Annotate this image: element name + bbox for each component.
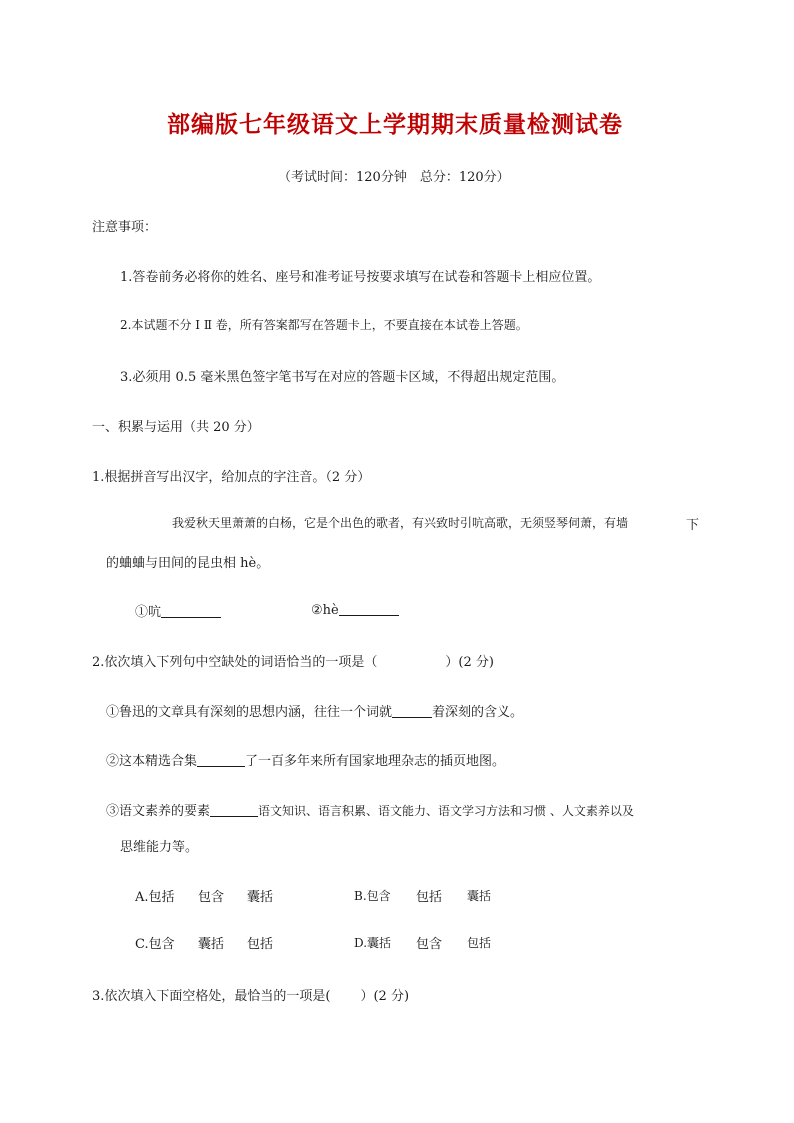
sentence-1-blank[interactable] [392, 703, 432, 718]
answer-blank-1[interactable] [161, 603, 221, 618]
sentence-3-continued: 思维能力等。 [120, 840, 199, 855]
answer-item-1 [135, 601, 221, 620]
answer-item-2 [311, 601, 399, 618]
option-d-1[interactable]: D.囊括 [354, 936, 392, 950]
option-a-2: 包含 [198, 890, 225, 905]
sentence-2-blank[interactable] [197, 752, 245, 767]
sentence-2-start: ②这本精选合集 [106, 754, 198, 769]
sentence-3-end: 语文知识、语言积累、语文能力、语文学习方法和习惯 、人文素养以及 [258, 804, 634, 818]
sentence-3-blank[interactable] [210, 802, 258, 817]
sentence-3 [106, 800, 634, 819]
question-3-prompt-end: ）(2 分) [360, 989, 410, 1004]
page-title: 部编版七年级语文上学期期末质量检测试卷 [167, 111, 623, 138]
question-2-prompt [92, 651, 494, 670]
notice-heading: 注意事项： [92, 220, 158, 235]
option-a-1[interactable]: A.包括 [135, 890, 175, 905]
option-b-2: 包括 [416, 890, 443, 905]
option-d-2: 包含 [416, 937, 443, 952]
option-c-3: 包括 [247, 937, 274, 952]
option-a-3: 囊括 [247, 890, 274, 905]
notice-item-1: 1.答卷前务必将你的姓名、座号和准考证号按要求填写在试卷和答题卡上相应位置。 [120, 270, 601, 285]
question-2-prompt-end: ）(2 分) [445, 655, 494, 670]
answer-label-1: ①吭 [135, 605, 162, 620]
question-1-prompt: 1.根据拼音写出汉字，给加点的字注音。（2 分） [92, 470, 371, 485]
question-1-passage-line1-end: 下 [686, 518, 700, 533]
question-3-prompt [92, 985, 409, 1004]
question-1-passage-line2: 的蛐蛐与田间的昆虫相 hè。 [106, 556, 270, 571]
exam-info: （考试时间：120分钟 总分：120分） [278, 170, 510, 185]
option-b-1[interactable]: B.包含 [354, 889, 391, 903]
sentence-1 [106, 701, 523, 720]
notice-item-3: 3.必须用 0.5 毫米黑色签字笔书写在对应的答题卡区域，不得超出规定范围。 [120, 370, 565, 385]
answer-label-2: ②hè [311, 603, 339, 618]
section-heading: 一、积累与运用（共 20 分） [92, 420, 260, 435]
sentence-1-end: 着深刻的含义。 [432, 705, 524, 720]
sentence-1-start: ①鲁迅的文章具有深刻的思想内涵，往往一个词就 [106, 705, 393, 720]
sentence-3-start: ③语文素养的要素 [106, 804, 211, 819]
option-d-3: 包括 [467, 936, 492, 950]
option-b-3: 囊括 [467, 889, 492, 903]
question-3-prompt-start: 3.依次填入下面空格处，最恰当的一项是( [92, 989, 331, 1004]
option-c-1[interactable]: C.包含 [135, 937, 175, 952]
option-c-2: 囊括 [198, 937, 225, 952]
question-2-prompt-start: 2.依次填入下列句中空缺处的词语恰当的一项是（ [92, 655, 378, 670]
answer-blank-2[interactable] [339, 601, 399, 616]
sentence-2-end: 了一百多年来所有国家地理杂志的插页地图。 [245, 754, 506, 769]
question-1-passage-line1: 我爱秋天里萧萧的白杨，它是个出色的歌者，有兴致时引吭高歌，无须竖琴伺萧，有墙 [172, 516, 629, 530]
sentence-2 [106, 750, 505, 769]
notice-item-2: 2.本试题不分 Ⅰ Ⅱ 卷，所有答案都写在答题卡上，不要直接在本试卷上答题。 [120, 318, 528, 332]
